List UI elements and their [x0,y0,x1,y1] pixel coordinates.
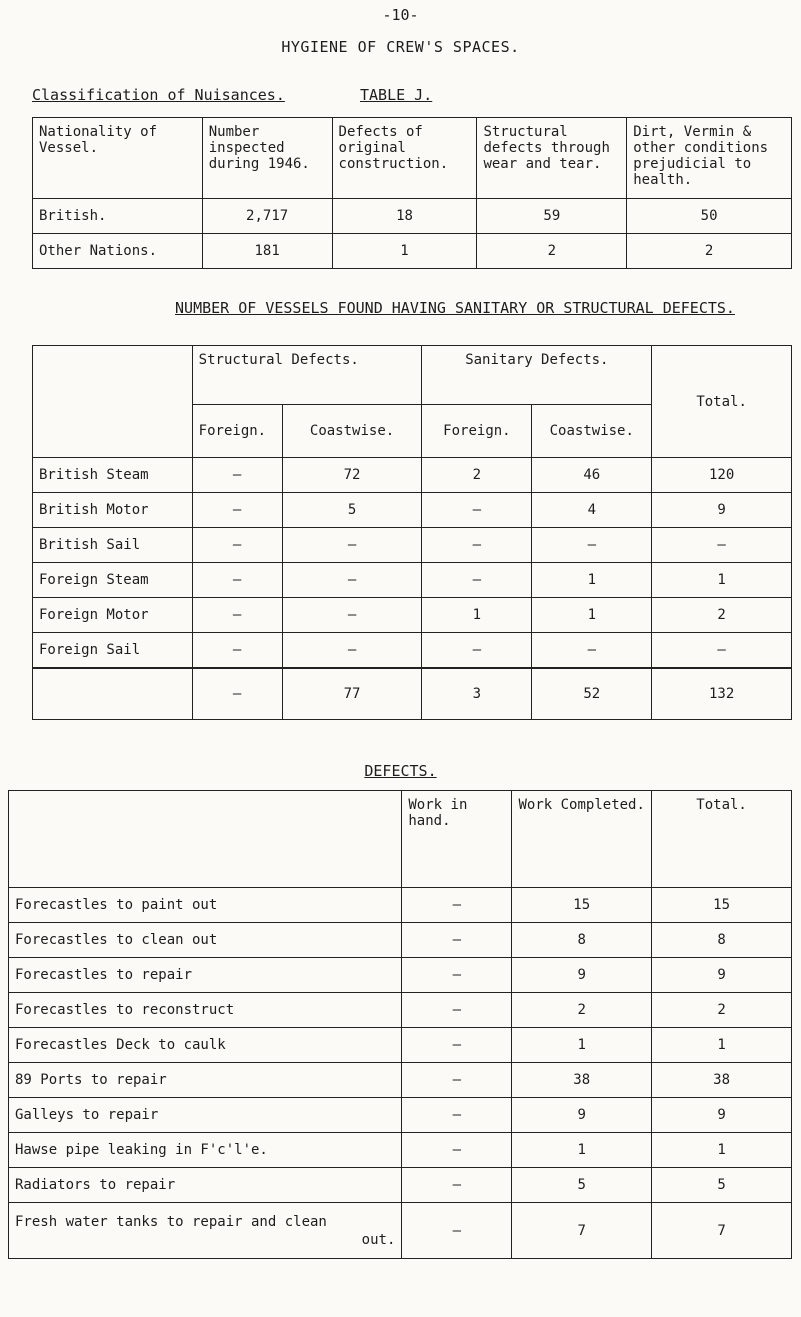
defect-label: Forecastles Deck to caulk [9,1028,402,1063]
vessels-table [32,345,792,720]
defects-title: DEFECTS. [364,762,437,780]
cell-value: – [532,633,652,669]
cell-value: 1 [532,563,652,598]
totals-row [33,668,792,720]
table-row [33,633,792,669]
header-work-in-hand: Work in hand. [402,791,512,888]
defects-header-row [9,791,792,888]
subheader-coastwise: Coastwise. [282,405,422,458]
table-row [9,1168,792,1203]
cell-value: 2 [512,993,652,1028]
header-sanitary-defects: Sanitary Defects. [422,346,652,405]
table-row [9,1063,792,1098]
cell-value: – [402,923,512,958]
row-label: British Steam [33,458,193,493]
cell-value: 72 [282,458,422,493]
cell-value: 181 [202,234,332,269]
cell-value: 46 [532,458,652,493]
cell-value: 9 [652,958,792,993]
total-value: 52 [532,668,652,720]
cell-value: 1 [512,1133,652,1168]
cell-value: 38 [652,1063,792,1098]
subheader-foreign: Foreign. [422,405,532,458]
table-row [33,528,792,563]
table-row [9,1098,792,1133]
cell-value: 1 [652,1133,792,1168]
cell-value: 1 [422,598,532,633]
vessels-title [120,298,790,318]
cell-value: – [192,598,282,633]
cell-value: 1 [652,563,792,598]
table-row [9,923,792,958]
row-label: Foreign Steam [33,563,193,598]
cell-value: 1 [532,598,652,633]
cell-value: – [532,528,652,563]
table-row [33,598,792,633]
header-nationality: Nationality of Vessel. [33,118,203,199]
cell-value: 9 [512,958,652,993]
table-row [9,993,792,1028]
nuisances-table [32,117,792,269]
cell-value: – [402,1203,512,1259]
row-label: Foreign Sail [33,633,193,669]
row-label: British. [33,199,203,234]
page-heading: HYGIENE OF CREW'S SPACES. [281,38,520,56]
group-header-row [33,346,792,405]
table-row [33,493,792,528]
cell-value: – [192,633,282,669]
header-structural-defects: Structural Defects. [192,346,422,405]
cell-value: – [652,633,792,669]
defect-label-multiline [9,1203,402,1259]
subheader-foreign: Foreign. [192,405,282,458]
cell-value: – [192,528,282,563]
cell-value: 8 [512,923,652,958]
cell-value: – [422,563,532,598]
table-row [33,234,792,269]
cell-value: 2,717 [202,199,332,234]
cell-value: – [422,493,532,528]
cell-value: – [422,633,532,669]
defects-table [8,790,792,1259]
header-dirt-vermin: Dirt, Vermin & other conditions prejudicial to health. [627,118,792,199]
cell-value: – [282,633,422,669]
cell-value: – [402,1028,512,1063]
cell-value: 9 [652,493,792,528]
defect-label: Galleys to repair [9,1098,402,1133]
page-number: -10- [382,6,419,24]
cell-value: – [282,528,422,563]
table-row [9,1203,792,1259]
header-work-completed: Work Completed. [512,791,652,888]
cell-value: – [652,528,792,563]
header-total: Total. [652,791,792,888]
cell-value: 9 [652,1098,792,1133]
cell-value: 5 [282,493,422,528]
cell-value: – [192,563,282,598]
defect-label-line1: Fresh water tanks to repair and clean [15,1213,327,1230]
cell-value: 50 [627,199,792,234]
table-row [9,888,792,923]
total-value: 3 [422,668,532,720]
header-number-inspected: Number inspected during 1946. [202,118,332,199]
cell-value: 18 [332,199,477,234]
header-blank [9,791,402,888]
cell-value: 1 [512,1028,652,1063]
defect-label: Forecastles to repair [9,958,402,993]
totals-label [33,668,193,720]
subheader-coastwise: Coastwise. [532,405,652,458]
cell-value: – [402,1063,512,1098]
defect-label: Forecastles to paint out [9,888,402,923]
cell-value: 59 [477,199,627,234]
defect-label-line2: out. [361,1231,396,1248]
defect-label: Forecastles to clean out [9,923,402,958]
cell-value: – [402,958,512,993]
cell-value: – [192,458,282,493]
cell-value: – [422,528,532,563]
row-label: Foreign Motor [33,598,193,633]
cell-value: 2 [422,458,532,493]
total-value: 132 [652,668,792,720]
table-row [9,1133,792,1168]
cell-value: 7 [652,1203,792,1259]
cell-value: 7 [512,1203,652,1259]
table-row [9,958,792,993]
table-row [33,458,792,493]
cell-value: 5 [512,1168,652,1203]
cell-value: 1 [332,234,477,269]
cell-value: – [402,1133,512,1168]
cell-value: 1 [652,1028,792,1063]
defect-label: Radiators to repair [9,1168,402,1203]
row-label: British Sail [33,528,193,563]
classification-title [32,86,285,104]
cell-value: 38 [512,1063,652,1098]
blank-corner [33,346,193,458]
cell-value: – [402,993,512,1028]
cell-value: 2 [652,993,792,1028]
row-label: Other Nations. [33,234,203,269]
cell-value: 8 [652,923,792,958]
defect-label: 89 Ports to repair [9,1063,402,1098]
table-row [33,563,792,598]
defect-label: Hawse pipe leaking in F'c'l'e. [9,1133,402,1168]
cell-value: 2 [477,234,627,269]
cell-value: 4 [532,493,652,528]
cell-value: 2 [652,598,792,633]
classification-text: Classification of Nuisances. [32,86,285,104]
cell-value: 15 [512,888,652,923]
table-label: TABLE J. [360,86,433,104]
row-label: British Motor [33,493,193,528]
defect-label: Forecastles to reconstruct [9,993,402,1028]
table-row [9,1028,792,1063]
cell-value: – [282,598,422,633]
cell-value: – [282,563,422,598]
total-value: 77 [282,668,422,720]
cell-value: 5 [652,1168,792,1203]
cell-value: 2 [627,234,792,269]
cell-value: – [402,1168,512,1203]
header-structural-wear: Structural defects through wear and tear. [477,118,627,199]
table-row [33,199,792,234]
cell-value: – [402,888,512,923]
cell-value: – [402,1098,512,1133]
cell-value: 15 [652,888,792,923]
cell-value: 120 [652,458,792,493]
total-value: – [192,668,282,720]
header-original-defects: Defects of original construction. [332,118,477,199]
table-header-row [33,118,792,199]
vessels-title-text: NUMBER OF VESSELS FOUND HAVING SANITARY OR STRUCTURAL DEFECTS. [175,299,735,317]
cell-value: 9 [512,1098,652,1133]
header-total: Total. [652,346,792,458]
cell-value: – [192,493,282,528]
